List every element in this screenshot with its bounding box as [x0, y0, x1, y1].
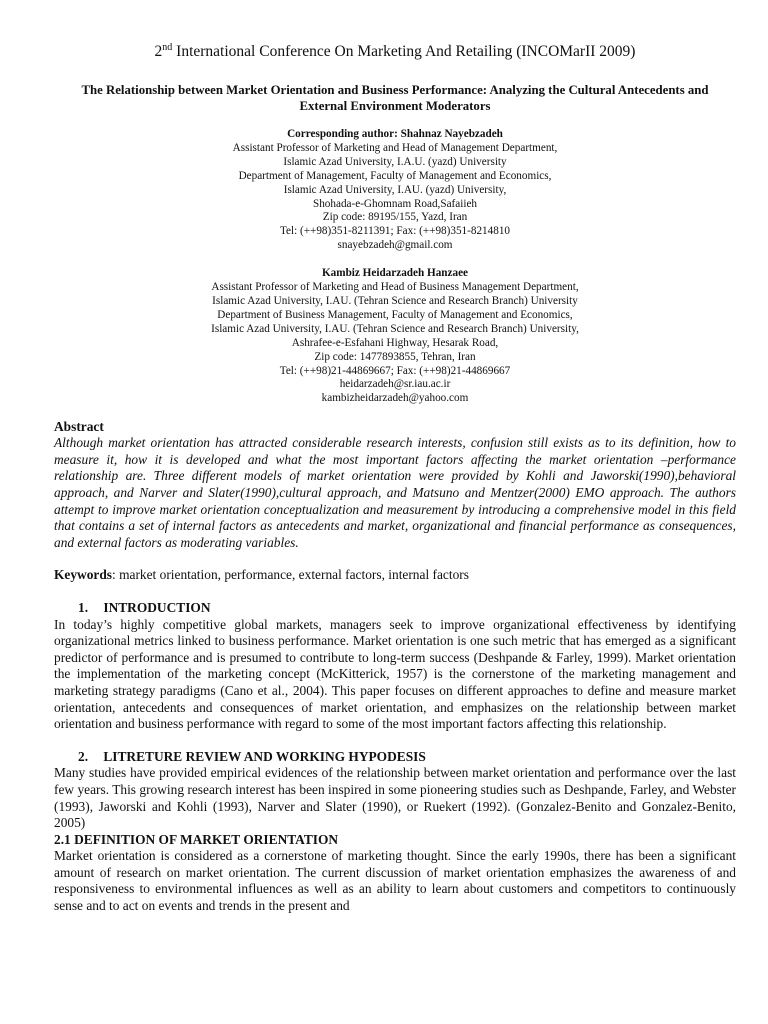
author2-line: Ashrafee-e-Esfahani Highway, Hesarak Road, — [291, 336, 499, 349]
abstract-heading: Abstract — [54, 419, 104, 435]
section-heading-literature-review — [54, 749, 736, 766]
subsection-heading: 2.1 DEFINITION OF MARKET ORIENTATION — [54, 831, 339, 847]
section-title: LITRETURE REVIEW AND WORKING HYPODESIS — [103, 748, 426, 764]
author2-email: kambizheidarzadeh@yahoo.com — [321, 392, 469, 405]
conference-ordinal: 2 — [154, 43, 163, 60]
author2-line: Zip code: 1477893855, Tehran, Iran — [314, 350, 476, 363]
author1-heading: Corresponding author: Shahnaz Nayebzadeh — [287, 128, 503, 140]
author2-line: Tel: (++98)21-44869667; Fax: (++98)21-44869667 — [279, 364, 511, 377]
conference-header — [54, 0, 736, 62]
section-number: 2. — [78, 748, 89, 764]
author1-email: snayebzadeh@gmail.com — [337, 239, 453, 252]
keywords-text: : market orientation, performance, external factors, internal factors — [112, 567, 469, 583]
author2-heading: Kambiz Heidarzadeh Hanzaee — [321, 267, 469, 280]
conference-ordinal-suffix: nd — [162, 42, 173, 53]
author2-line: Islamic Azad University, I.AU. (Tehran Science and Research Branch) University — [212, 294, 578, 307]
author-block-1 — [54, 128, 736, 253]
section-heading-introduction — [54, 600, 736, 617]
section-title: INTRODUCTION — [103, 599, 211, 615]
section-number: 1. — [78, 599, 89, 615]
author1-line: Tel: (++98)351-8211391; Fax: (++98)351-8214810 — [279, 225, 511, 238]
author-block-2 — [54, 267, 736, 406]
author1-line: Zip code: 89195/155, Yazd, Iran — [322, 211, 468, 224]
keywords-line — [54, 567, 736, 584]
author1-line: Islamic Azad University, I.A.U. (yazd) University — [283, 155, 507, 168]
author2-line: Assistant Professor of Marketing and Head of Business Management Department, — [211, 281, 579, 294]
abstract-text: Although market orientation has attracted considerable research interests, confusion still exists as to its definition, how to measure it, how it is developed and what the most important factors affecting the market orientation –performance relationship are. Three different models of market orientation were provided by Kohli and Jaworski(1990),behavioral approach, and Narver and Slater(1990),cultural approach, and Matsuno and Mentzer(2000) EMO approach. The authors attempt to improve market orientation conceptualization and measurement by introducing a comprehensive model in this field that contains a set of internal factors as antecedents and market, organizational and financial performance as consequences, and external factors as moderating variables. — [54, 435, 736, 550]
keywords-label: Keywords — [54, 567, 113, 583]
author2-line: Islamic Azad University, I.AU. (Tehran Science and Research Branch) University, — [211, 322, 579, 335]
author1-line: Islamic Azad University, I.AU. (yazd) University, — [283, 183, 507, 196]
conference-name: International Conference On Marketing And Retailing (INCOMarII 2009) — [176, 43, 636, 60]
literature-review-text: Many studies have provided empirical evidences of the relationship between market orientation and performance over the last few years. This growing research interest has been inspired in some pioneering studies such as Deshpande, Farley, and Webster (1993), Jaworski and Kohli (1993), Narver and Slater (1990), or Ruekert (1992). (Gonzalez-Benito and Gonzalez-Benito, 2005) — [54, 765, 736, 831]
author2-line: Department of Business Management, Faculty of Management and Economics, — [217, 308, 573, 321]
author1-line: Shohada-e-Ghomnam Road,Safaiieh — [312, 197, 478, 210]
paper-title: The Relationship between Market Orientation and Business Performance: Analyzing the Cultural Antecedents and External Environment Moderators — [81, 83, 709, 113]
author1-line: Department of Management, Faculty of Management and Economics, — [238, 169, 552, 182]
author1-line: Assistant Professor of Marketing and Head of Management Department, — [232, 141, 558, 154]
author2-email: heidarzadeh@sr.iau.ac.ir — [339, 378, 451, 391]
introduction-text: In today’s highly competitive global markets, managers seek to improve organizational effectiveness by identifying organizational metrics linked to business performance. Market orientation is one such metric that has emerged as a significant predictor of performance and is presumed to contribute to long-term success (Deshpande & Farley, 1999). Market orientation the implementation of the marketing concept (McKitterick, 1957) is the cornerstone of the marketing management and marketing strategy paradigms (Cano et al., 2004). This paper focuses on different approaches to define and measure market orientation, antecedents and consequences of market orientation, and emphasizes on the relationship between market orientation and business performance with regard to some of the most important factors affecting this relationship. — [54, 616, 736, 732]
subsection-text: Market orientation is considered as a cornerstone of marketing thought. Since the early 1990s, there has been a significant amount of research on market orientation. The current discussion of market orientation emphasizes the awareness of and responsiveness to environmental influences as well as an ability to learn about customers and competitors to continuously sense and to act on events and trends in the present and — [54, 848, 736, 914]
